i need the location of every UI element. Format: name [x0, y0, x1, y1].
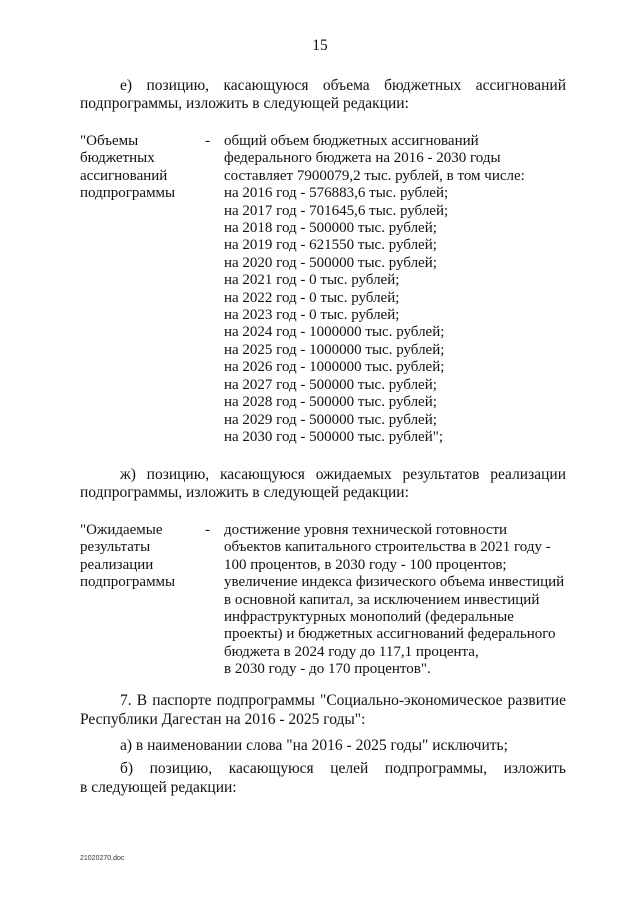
budget-line: на 2028 год - 500000 тыс. рублей; — [224, 394, 437, 411]
budget-line: на 2021 год - 0 тыс. рублей; — [224, 272, 400, 289]
results-label — [80, 522, 200, 592]
budget-line: общий объем бюджетных ассигнований — [224, 133, 479, 149]
budget-label-line: "Объемы — [80, 133, 139, 149]
budget-label — [80, 133, 200, 203]
footer-doc-id: 21020270.doc — [80, 855, 125, 862]
budget-line: на 2024 год - 1000000 тыс. рублей; — [224, 324, 445, 341]
results-line: объектов капитального строительства в 2021 году - — [224, 539, 551, 556]
budget-line: на 2023 год - 0 тыс. рублей; — [224, 307, 400, 324]
budget-line: на 2022 год - 0 тыс. рублей; — [224, 289, 400, 306]
budget-line: на 2019 год - 621550 тыс. рублей; — [224, 237, 437, 254]
budget-line: федерального бюджета на 2016 - 2030 годы — [224, 150, 501, 167]
results-line: увеличение индекса физического объема инвестиций — [224, 574, 565, 591]
results-label-line: "Ожидаемые — [80, 522, 163, 538]
section-7-line2: Республики Дагестан на 2016 - 2025 годы": — [80, 711, 366, 728]
section-7-item-a: а) в наименовании слова "на 2016 - 2025 годы" исключить; — [120, 737, 508, 754]
budget-values — [224, 133, 566, 446]
section-zh-line1: ж) позицию, касающуюся ожидаемых результатов реализации — [120, 466, 566, 483]
section-7-item-b-line1: б) позицию, касающуюся целей подпрограммы, изложить — [120, 760, 566, 777]
results-dash: - — [205, 522, 210, 538]
budget-line: на 2030 год - 500000 тыс. рублей"; — [224, 428, 444, 445]
budget-label-line: подпрограммы — [80, 185, 176, 202]
results-block — [80, 522, 566, 682]
results-line: бюджета в 2024 году до 117,1 процента, — [224, 643, 479, 660]
budget-line: на 2016 год - 576883,6 тыс. рублей; — [224, 185, 449, 202]
budget-line: составляет 7900079,2 тыс. рублей, в том числе: — [224, 167, 525, 184]
results-label-line: реализации — [80, 556, 154, 573]
budget-line: на 2025 год - 1000000 тыс. рублей; — [224, 341, 445, 358]
results-line: в основной капитал, за исключением инвестиций — [224, 591, 540, 608]
budget-line: на 2020 год - 500000 тыс. рублей; — [224, 254, 437, 271]
section-zh-line2: подпрограммы, изложить в следующей редакции: — [80, 484, 409, 501]
results-line: проекты) и бюджетных ассигнований федерального — [224, 626, 556, 643]
budget-line: на 2018 год - 500000 тыс. рублей; — [224, 220, 437, 237]
results-line: 100 процентов, в 2030 году - 100 процентов; — [224, 556, 507, 573]
budget-line: на 2017 год - 701645,6 тыс. рублей; — [224, 202, 449, 219]
results-values — [224, 522, 566, 679]
results-label-line: результаты — [80, 539, 151, 556]
section-e-line2: подпрограммы, изложить в следующей редакции: — [80, 95, 409, 112]
results-line: инфраструктурных монополий (федеральные — [224, 609, 514, 626]
budget-label-line: бюджетных — [80, 150, 155, 167]
budget-block — [80, 133, 566, 453]
section-e-line1: е) позицию, касающуюся объема бюджетных ассигнований — [120, 77, 566, 94]
section-7-line1: 7. В паспорте подпрограммы "Социально-экономическое развитие — [120, 692, 566, 709]
budget-dash: - — [205, 133, 210, 149]
budget-label-line: ассигнований — [80, 167, 168, 184]
section-7-item-b-line2: в следующей редакции: — [80, 779, 237, 796]
budget-line: на 2029 год - 500000 тыс. рублей; — [224, 411, 437, 428]
results-label-line: подпрограммы — [80, 574, 176, 591]
results-line: в 2030 году - до 170 процентов". — [224, 661, 431, 678]
budget-line: на 2026 год - 1000000 тыс. рублей; — [224, 359, 445, 376]
results-line: достижение уровня технической готовности — [224, 522, 508, 538]
page-number: 15 — [312, 37, 328, 54]
budget-line: на 2027 год - 500000 тыс. рублей; — [224, 376, 437, 393]
